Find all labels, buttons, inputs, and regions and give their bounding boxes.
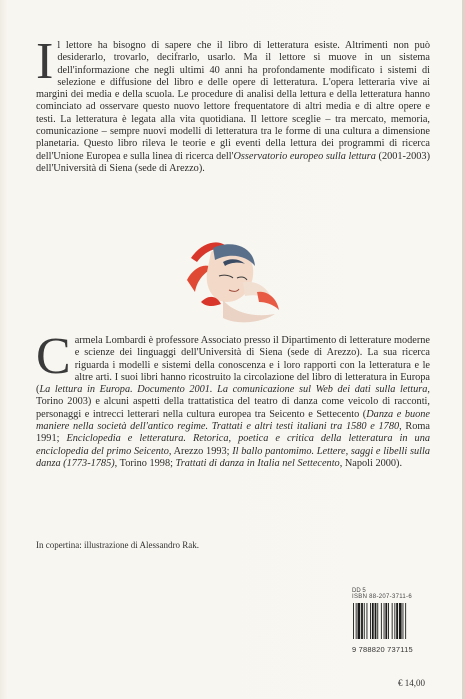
bio-text-1: armela Lombardi è professore Associato presso il Dipartimento di letterature moderne e scienze dei linguaggi dell'Università di Siena (sede di Arezzo). La sua ricerca riguarda i modelli e sistemi della conoscenza e i loro rapporti con la letteratura e le altre arti. I suoi libri hanno ricostruito la circolazione del libro di letteratura in Europa ( bbox=[36, 335, 430, 396]
blurb-text: l lettore ha bisogno di sapere che il libro di letteratura esiste. Altrimenti non può desiderarlo, trovarlo, decifrarlo, usarlo. Ma il lettore si muove in un sistema dell'informazione che negli ultimi 40 anni ha profondamente modificato i sistemi di selezione e diffusione del libro e delle opere di letteratura. L'opera letteraria vive ai margini dei media e della scuola. Le procedure di analisi della lettura e della letteratura hanno cominciato ad osservare questo nuovo lettore frequentatore di altri media e di altre opere e testi. La letteratura è legata alla vita quotidiana. Il lettore sceglie – tra mercato, memoria, comunicazione – sempre nuovi modelli di letteratura tra le forme di una cultura a dimensione planetaria. Questo libro rileva le teorie e gli eventi della lettura dei programmi di ricerca dell'Unione Europea e sulla linea di ricerca dell' bbox=[36, 40, 430, 162]
bio-paragraph bbox=[36, 328, 430, 470]
cover-illustration bbox=[183, 232, 283, 328]
cover-credit: In copertina: illustrazione di Alessandro Rak. bbox=[36, 540, 199, 550]
bio-text-4: , Arezzo 1993; bbox=[168, 445, 233, 457]
bio-title-3: Enciclopedia e letteratura. Retorica, poetica e critica della letteratura in una enciclopedia del primo Seicento bbox=[36, 433, 430, 457]
blurb-dropcap: I bbox=[36, 33, 54, 90]
isbn-label: ISBN 88-207-3711-6 bbox=[352, 594, 412, 600]
bio-dropcap: C bbox=[36, 328, 71, 385]
bio-text-6: , Napoli 2000). bbox=[339, 457, 403, 469]
bio-title-2: Danza e buone maniere nella società dell'antico regime. Trattati e altri testi italiani tra 1580 e 1780 bbox=[36, 408, 430, 433]
barcode-bars bbox=[352, 603, 424, 639]
book-blurb bbox=[36, 33, 431, 175]
bio-title-5: Trattati di danza in Italia nel Settecento bbox=[175, 457, 340, 469]
blurb-tail: (2001-2003) dell'Università di Siena (sede di Arezzo). bbox=[36, 150, 431, 174]
barcode-block bbox=[352, 588, 432, 660]
blurb-italic: Osservatorio europeo sulla lettura bbox=[233, 150, 376, 162]
price: € 14,00 bbox=[398, 678, 425, 688]
barcode-digits: 9 788820 737115 bbox=[352, 645, 413, 654]
bio-title-4: Il ballo pantomimo. Lettere, saggi e libelli sulla danza (1773-1785) bbox=[36, 445, 430, 469]
bio-title-1: La lettura in Europa. Documento 2001. La comunicazione sul Web dei dati sulla lettura bbox=[39, 384, 428, 396]
bio-text-5: , Torino 1998; bbox=[114, 457, 176, 469]
blurb-paragraph bbox=[36, 33, 431, 175]
bio-text-3: , Roma 1991; bbox=[36, 421, 430, 445]
product-code: DD 5 bbox=[352, 588, 366, 594]
author-biography bbox=[36, 328, 430, 470]
bio-text-2: , Torino 2003) e alcuni aspetti della trattatistica del teatro di danza come veicolo di racconti, personaggi e intrecci letterari nella cultura europea tra Seicento e Settecento ( bbox=[36, 384, 430, 420]
